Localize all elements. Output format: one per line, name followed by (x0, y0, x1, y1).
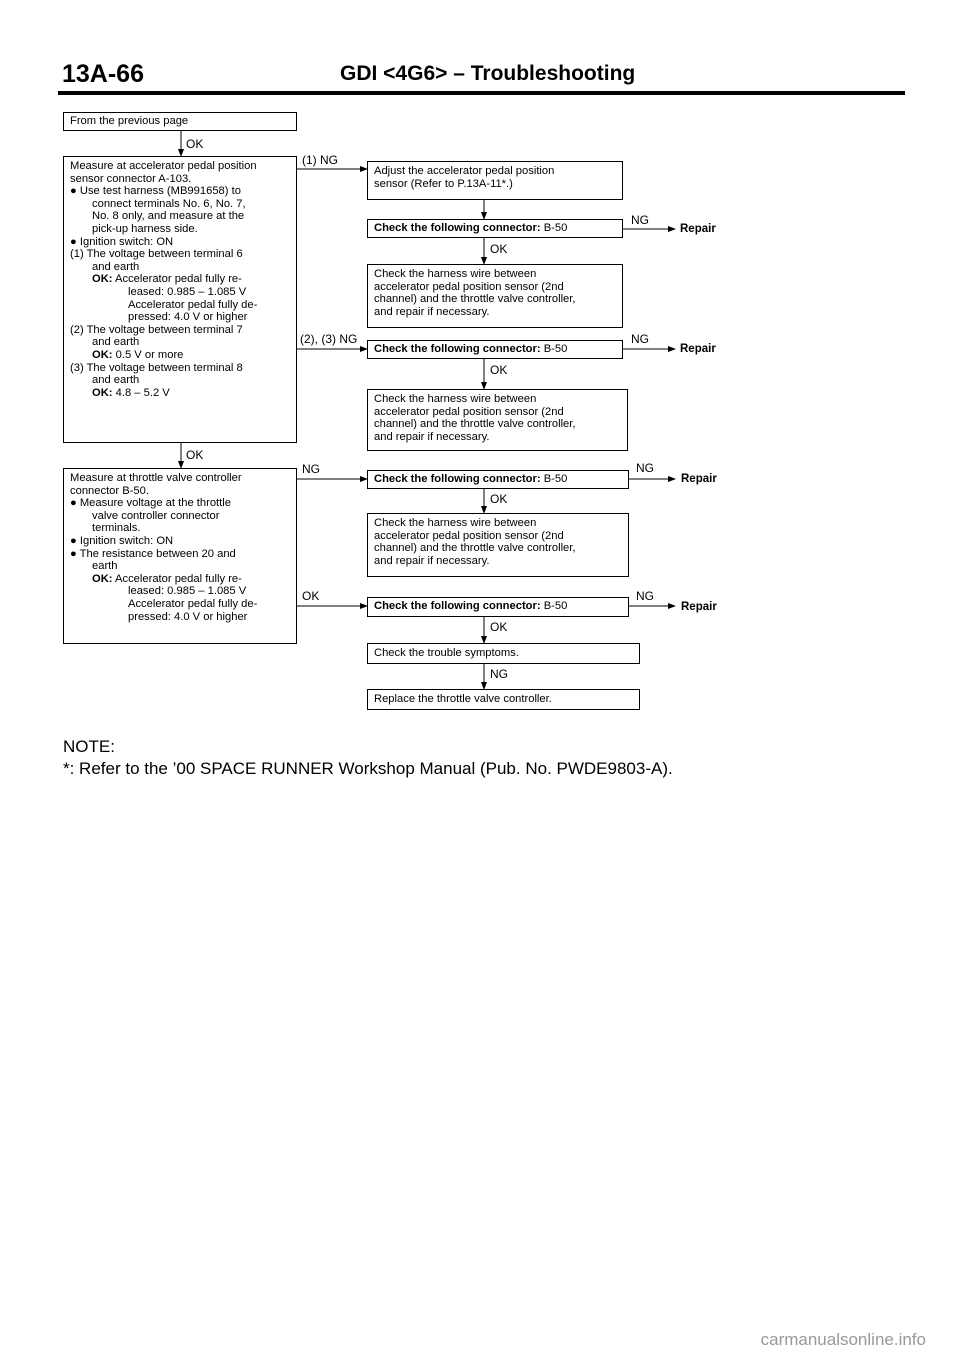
check-connector-label: Check the following connector: (374, 600, 541, 612)
ng-label-23: (2), (3) NG (300, 332, 358, 346)
note-title: NOTE: (63, 737, 115, 756)
ok-label: OK (490, 492, 508, 506)
harness-line: accelerator pedal position sensor (2nd (374, 280, 564, 293)
ok-label: OK (490, 363, 508, 377)
from-previous-label: From the previous page (70, 115, 189, 127)
step1-line: 4.8 – 5.2 V (115, 386, 170, 399)
trouble-symptoms-box (367, 643, 640, 664)
ng-label: NG (636, 589, 654, 603)
step2-line: terminals. (92, 522, 141, 535)
step2-line: valve controller connector (92, 509, 220, 522)
step1-line: pick-up harness side. (92, 222, 198, 235)
page-number: 13A-66 (62, 60, 144, 88)
adjust-line: sensor (Refer to P.13A-11*.) (374, 177, 513, 190)
ng-label: NG (631, 213, 649, 227)
ok-spec-label: OK: (92, 348, 113, 361)
check-connector-box-1 (367, 219, 623, 238)
ng-label-trouble: NG (490, 667, 508, 681)
ng-label-1: (1) NG (302, 153, 338, 167)
step1-line: (2) The voltage between terminal 7 (70, 323, 243, 336)
step1-line: (1) The voltage between terminal 6 (70, 248, 243, 261)
step2-line: connector B-50. (70, 484, 149, 497)
ng-label-step2: NG (302, 462, 320, 476)
step1-line: and earth (92, 260, 140, 273)
step2-line: earth (92, 560, 118, 573)
repair-label: Repair (681, 601, 717, 613)
ok-spec-label: OK: (92, 273, 113, 286)
step2-line: Accelerator pedal fully de- (128, 597, 258, 610)
page-title: GDI <4G6> – Troubleshooting (340, 62, 636, 85)
harness-line: channel) and the throttle valve controller, (374, 293, 576, 306)
adjust-line: Adjust the accelerator pedal position (374, 165, 555, 177)
step2-line: Measure at throttle valve controller (70, 472, 242, 484)
harness-line: channel) and the throttle valve controller, (374, 418, 576, 431)
connector-id: B-50 (543, 600, 568, 612)
connector-id: B-50 (543, 473, 568, 485)
step1-line: sensor connector A-103. (70, 172, 192, 185)
check-connector-box-4 (367, 597, 629, 617)
step1-line: 0.5 V or more (115, 348, 184, 361)
check-connector-label: Check the following connector: (374, 343, 541, 355)
check-connector-label: Check the following connector: (374, 473, 541, 485)
step1-line: and earth (92, 336, 140, 349)
harness-line: and repair if necessary. (374, 430, 490, 443)
harness-line: accelerator pedal position sensor (2nd (374, 405, 564, 418)
step2-line: ● Ignition switch: ON (70, 534, 174, 547)
note-text: *: Refer to the ’00 SPACE RUNNER Workshop Manual (Pub. No. PWDE9803-A). (63, 759, 673, 778)
step1-line: and earth (92, 374, 140, 387)
harness-line: and repair if necessary. (374, 305, 490, 318)
step1-line: connect terminals No. 6, No. 7, (92, 197, 246, 210)
harness-line: Check the harness wire between (374, 268, 537, 280)
harness-line: channel) and the throttle valve controller, (374, 542, 576, 555)
ok-label-2: OK (186, 448, 204, 462)
harness-check-box-1 (367, 264, 623, 328)
ok-spec-label: OK: (92, 386, 113, 399)
step1-line: leased: 0.985 – 1.085 V (128, 285, 247, 298)
step1-line: No. 8 only, and measure at the (92, 210, 245, 223)
step1-line: ● Use test harness (MB991658) to (70, 185, 241, 198)
step2-line: pressed: 4.0 V or higher (128, 610, 248, 623)
ng-label: NG (631, 332, 649, 346)
harness-check-box-2 (367, 389, 628, 451)
harness-line: Check the harness wire between (374, 393, 537, 405)
step1-line: (3) The voltage between terminal 8 (70, 361, 243, 374)
step1-line: Accelerator pedal fully re- (115, 273, 242, 286)
step1-line: Accelerator pedal fully de- (128, 298, 258, 311)
harness-check-box-3 (367, 513, 629, 577)
harness-line: and repair if necessary. (374, 554, 490, 567)
step2-line: Accelerator pedal fully re- (115, 572, 242, 585)
ng-label: NG (636, 461, 654, 475)
step1-line: ● Ignition switch: ON (70, 235, 174, 248)
repair-label: Repair (680, 343, 716, 355)
ok-label: OK (490, 620, 508, 634)
ok-label: OK (490, 242, 508, 256)
step1-line: Measure at accelerator pedal position (70, 160, 257, 172)
from-previous-page-box (63, 112, 297, 131)
check-connector-box-2 (367, 340, 623, 359)
trouble-symptoms-label: Check the trouble symptoms. (374, 647, 519, 659)
replace-controller-label: Replace the throttle valve controller. (374, 693, 552, 705)
step2-line: ● Measure voltage at the throttle (70, 497, 231, 510)
connector-id: B-50 (543, 222, 568, 234)
adjust-sensor-box (367, 161, 623, 200)
repair-label: Repair (680, 223, 716, 235)
check-connector-box-3 (367, 470, 629, 489)
step2-measure-box (63, 468, 297, 644)
check-connector-label: Check the following connector: (374, 222, 541, 234)
replace-controller-box (367, 689, 640, 710)
step2-line: ● The resistance between 20 and (70, 547, 236, 560)
ok-spec-label: OK: (92, 572, 113, 585)
harness-line: Check the harness wire between (374, 517, 537, 529)
harness-line: accelerator pedal position sensor (2nd (374, 529, 564, 542)
ok-label-step2: OK (302, 589, 320, 603)
connector-id: B-50 (543, 343, 568, 355)
step1-measure-box (63, 156, 297, 443)
repair-label: Repair (681, 473, 717, 485)
ok-label-1: OK (186, 137, 204, 151)
step1-line: pressed: 4.0 V or higher (128, 311, 248, 324)
watermark: carmanualsonline.info (760, 1330, 926, 1349)
step2-line: leased: 0.985 – 1.085 V (128, 585, 247, 598)
